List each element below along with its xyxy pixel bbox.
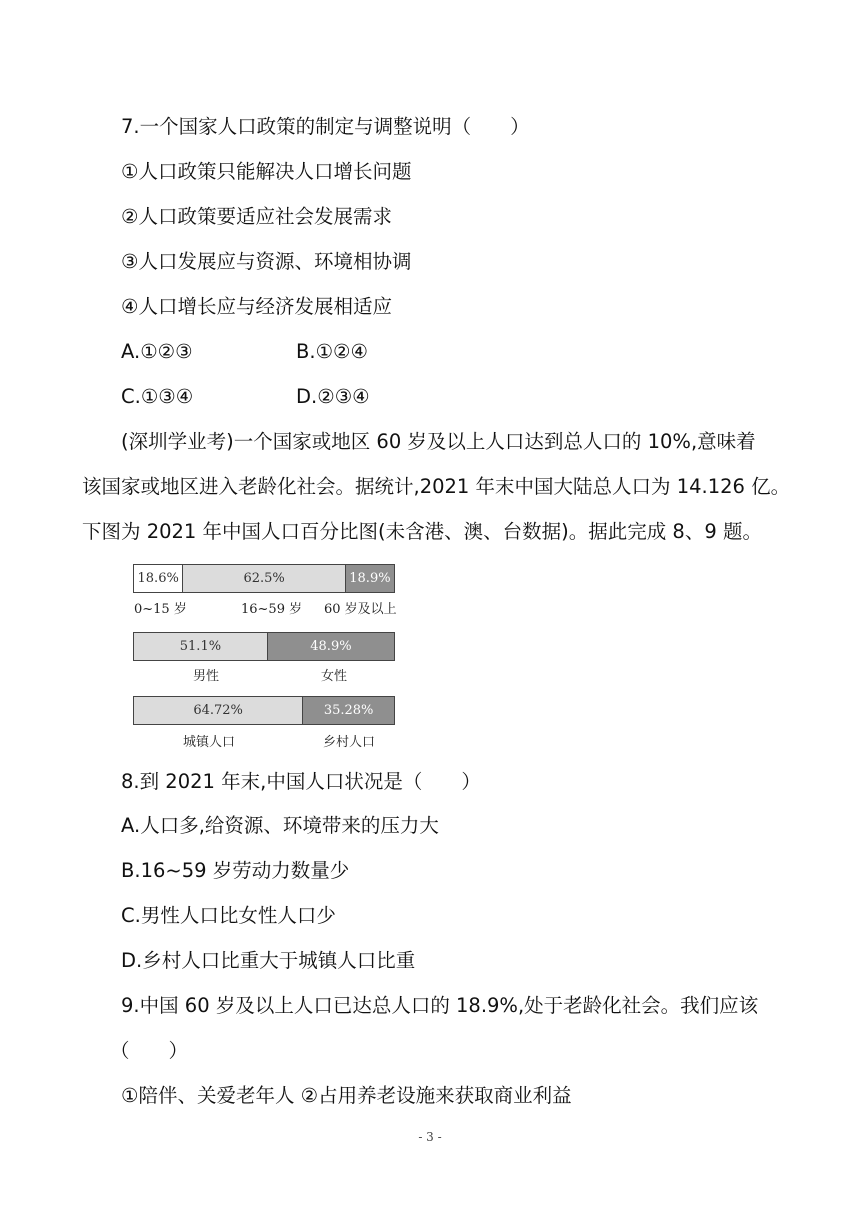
q9-items: ①陪伴、关爱老年人 ②占用养老设施来获取商业利益: [121, 1084, 572, 1107]
q7-stem: 7.一个国家人口政策的制定与调整说明（ ）: [121, 115, 530, 138]
q9-answer-paren: （ ）: [110, 1039, 189, 1062]
intro-line-3: 下图为 2021 年中国人口百分比图(未含港、澳、台数据)。据此完成 8、9 题。: [82, 520, 762, 543]
q9-stem: 9.中国 60 岁及以上人口已达总人口的 18.9%,处于老龄化社会。我们应该: [121, 994, 759, 1017]
intro-line-1: (深圳学业考)一个国家或地区 60 岁及以上人口达到总人口的 10%,意味着: [121, 430, 756, 453]
page-number: - 3 -: [418, 1130, 442, 1144]
q8-option-d: D.乡村人口比重大于城镇人口比重: [121, 949, 416, 972]
age-segment-60-plus: 18.9%: [345, 565, 394, 592]
q8-stem: 8.到 2021 年末,中国人口状况是（ ）: [121, 770, 481, 793]
sex-label-female: 女性: [321, 669, 348, 684]
q7-option-c: C.①③④: [121, 385, 194, 408]
q7-option-d: D.②③④: [296, 385, 370, 408]
sex-segment-female: 48.9%: [267, 633, 394, 660]
intro-line-2: 该国家或地区进入老龄化社会。据统计,2021 年末中国大陆总人口为 14.126 亿。: [82, 475, 791, 498]
age-label-16-59: 16~59 岁: [241, 602, 303, 617]
q8-option-c: C.男性人口比女性人口少: [121, 904, 336, 927]
rural-label: 乡村人口: [323, 735, 376, 750]
q7-option-a: A.①②③: [121, 340, 193, 363]
sex-bar: [133, 632, 395, 661]
q7-item-1: ①人口政策只能解决人口增长问题: [121, 160, 412, 183]
rural-segment: 35.28%: [302, 697, 394, 724]
q7-item-4: ④人口增长应与经济发展相适应: [121, 295, 392, 318]
urban-label: 城镇人口: [183, 735, 236, 750]
age-segment-0-15: 18.6%: [134, 565, 182, 592]
urban-segment: 64.72%: [134, 697, 302, 724]
sex-label-male: 男性: [193, 669, 220, 684]
q7-option-b: B.①②④: [296, 340, 369, 363]
age-bar: [133, 564, 395, 593]
q7-item-2: ②人口政策要适应社会发展需求: [121, 205, 392, 228]
age-segment-16-59: 62.5%: [182, 565, 345, 592]
age-label-0-15: 0~15 岁: [134, 602, 187, 617]
sex-segment-male: 51.1%: [134, 633, 267, 660]
age-label-60-plus: 60 岁及以上: [324, 602, 397, 617]
q8-option-a: A.人口多,给资源、环境带来的压力大: [121, 814, 439, 837]
urban-rural-bar: [133, 696, 395, 725]
q7-item-3: ③人口发展应与资源、环境相协调: [121, 250, 412, 273]
q8-option-b: B.16~59 岁劳动力数量少: [121, 859, 350, 882]
